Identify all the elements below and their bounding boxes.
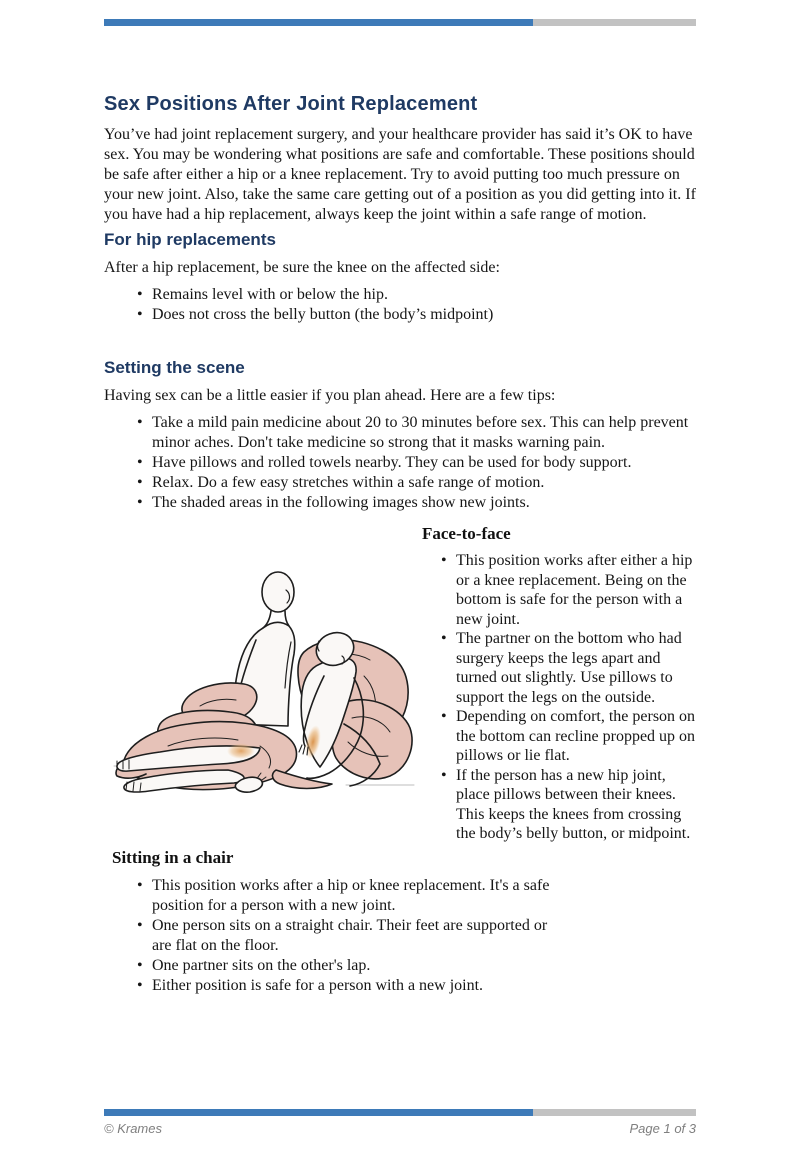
face-to-face-section: [104, 551, 696, 844]
face-to-face-illustration: [104, 551, 436, 844]
page-content: [104, 19, 696, 996]
intro-paragraph: You’ve had joint replacement surgery, and your healthcare provider has said it’s OK to have sex. You may be wondering what positions are safe and comfortable. These positions should be safe after either a hip or a knee replacement. Try to avoid putting too much pressure on your new joint. Also, take the same care getting out of a position as you did getting into it. If you have had a hip replacement, always keep the joint within a safe range of motion.: [104, 126, 696, 223]
footer-text-row: [104, 1121, 696, 1136]
header-bar-blue-segment: [104, 19, 533, 26]
list-item: • If the person has a new hip joint, place pillows between their knees. This keeps the knees from crossing the body’s belly button, or midpoint.: [456, 766, 696, 844]
list-item: • The partner on the bottom who had surgery keeps the legs apart and turned out slightly. Use pillows to support the legs on the outside.: [456, 629, 696, 707]
footer-bar-gray-segment: [533, 1109, 696, 1116]
face-to-face-bullet-list: [436, 551, 696, 844]
footer-accent-bar: [104, 1109, 696, 1116]
list-item: • One partner sits on the other's lap.: [152, 956, 552, 976]
list-item: • Depending on comfort, the person on the bottom can recline propped up on pillows or lie flat.: [456, 707, 696, 766]
hip-bullet-list: [104, 285, 696, 325]
sitting-heading: Sitting in a chair: [112, 847, 234, 867]
footer-page-number: Page 1 of 3: [629, 1121, 696, 1136]
list-item: • Relax. Do a few easy stretches within a safe range of motion.: [152, 473, 696, 493]
list-item: • Have pillows and rolled towels nearby. They can be used for body support.: [152, 453, 696, 473]
sitting-bullet-list: [104, 876, 552, 996]
page-title: Sex Positions After Joint Replacement: [104, 93, 478, 115]
footer-bar-blue-segment: [104, 1109, 533, 1116]
list-item: • This position works after a hip or knee replacement. It's a safe position for a person with a new joint.: [152, 876, 552, 916]
scene-bullet-list: [104, 413, 696, 513]
list-item: • Take a mild pain medicine about 20 to 30 minutes before sex. This can help prevent minor aches. Don't take medicine so strong that it masks warning pain.: [152, 413, 696, 453]
list-item: • The shaded areas in the following images show new joints.: [152, 493, 696, 513]
list-item: • One person sits on a straight chair. Their feet are supported or are flat on the floor.: [152, 916, 552, 956]
scene-lead-paragraph: Having sex can be a little easier if you plan ahead. Here are a few tips:: [104, 387, 556, 404]
face-to-face-illustration-svg: [108, 556, 423, 824]
section-heading-hip: For hip replacements: [104, 230, 276, 249]
hip-lead-paragraph: After a hip replacement, be sure the knee on the affected side:: [104, 259, 500, 276]
section-heading-scene: Setting the scene: [104, 358, 245, 377]
page-footer: [104, 1109, 696, 1136]
footer-copyright: © Krames: [104, 1121, 162, 1136]
header-accent-bar: [104, 19, 696, 26]
document-page: [0, 19, 800, 1150]
face-to-face-heading: Face-to-face: [422, 524, 511, 543]
face-to-face-text-column: [436, 551, 696, 844]
list-item: • Either position is safe for a person with a new joint.: [152, 976, 552, 996]
list-item: • Remains level with or below the hip.: [152, 285, 696, 305]
list-item: • This position works after either a hip or a knee replacement. Being on the bottom is safe for the person with a new joint.: [456, 551, 696, 629]
header-bar-gray-segment: [533, 19, 696, 26]
list-item: • Does not cross the belly button (the body’s midpoint): [152, 305, 696, 325]
